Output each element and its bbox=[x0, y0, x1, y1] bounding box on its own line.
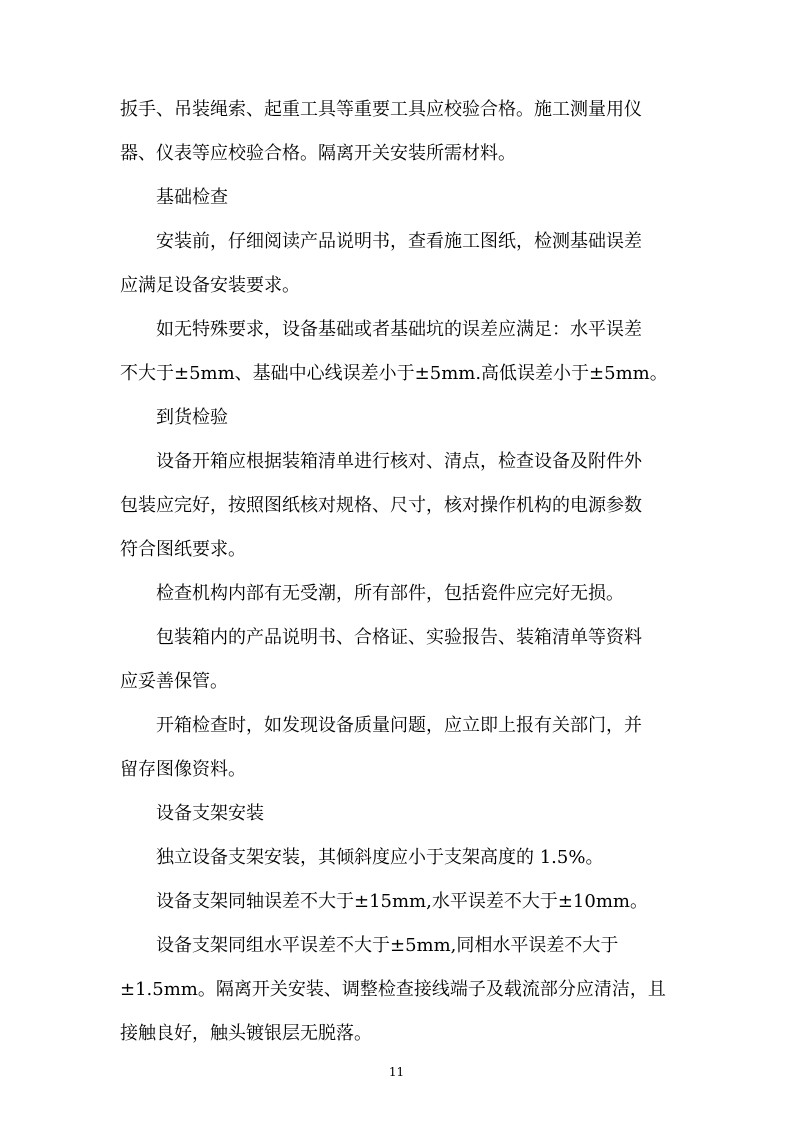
section-heading: 基础检查 bbox=[156, 187, 228, 208]
text-line: 扳手、吊装绳索、起重工具等重要工具应校验合格。施工测量用仪 bbox=[120, 99, 642, 120]
section-heading: 设备支架安装 bbox=[156, 803, 264, 824]
text-line: 器、仪表等应校验合格。隔离开关安装所需材料。 bbox=[120, 143, 516, 164]
text-line: 包装应完好，按照图纸核对规格、尺寸，核对操作机构的电源参数 bbox=[120, 495, 642, 516]
text-line: 设备支架同轴误差不大于±15mm,水平误差不大于±10mm。 bbox=[156, 891, 648, 912]
section-heading: 到货检验 bbox=[156, 407, 228, 428]
text-line: 开箱检查时，如发现设备质量问题，应立即上报有关部门，并 bbox=[156, 715, 642, 736]
text-line: 不大于±5mm、基础中心线误差小于±5mm.高低误差小于±5mm。 bbox=[120, 363, 668, 384]
text-line: 安装前，仔细阅读产品说明书，查看施工图纸，检测基础误差 bbox=[156, 231, 642, 252]
text-line: 检查机构内部有无受潮，所有部件，包括瓷件应完好无损。 bbox=[156, 583, 624, 604]
text-line: 应满足设备安装要求。 bbox=[120, 275, 300, 296]
text-line: 如无特殊要求，设备基础或者基础坑的误差应满足：水平误差 bbox=[156, 319, 642, 340]
page-number: 11 bbox=[388, 1065, 405, 1079]
text-line: 设备开箱应根据装箱清单进行核对、清点，检查设备及附件外 bbox=[156, 451, 642, 472]
text-line: 符合图纸要求。 bbox=[120, 539, 246, 560]
text-line: ±1.5mm。隔离开关安装、调整检查接线端子及载流部分应清洁，且 bbox=[120, 979, 666, 1000]
text-line: 应妥善保管。 bbox=[120, 671, 228, 692]
text-line: 包装箱内的产品说明书、合格证、实验报告、装箱清单等资料 bbox=[156, 627, 642, 648]
text-line: 独立设备支架安装，其倾斜度应小于支架高度的 1.5%。 bbox=[156, 847, 604, 868]
text-line: 设备支架同组水平误差不大于±5mm,同相水平误差不大于 bbox=[156, 935, 619, 956]
text-line: 留存图像资料。 bbox=[120, 759, 246, 780]
text-line: 接触良好，触头镀银层无脱落。 bbox=[120, 1023, 372, 1044]
document-body bbox=[120, 88, 668, 1056]
